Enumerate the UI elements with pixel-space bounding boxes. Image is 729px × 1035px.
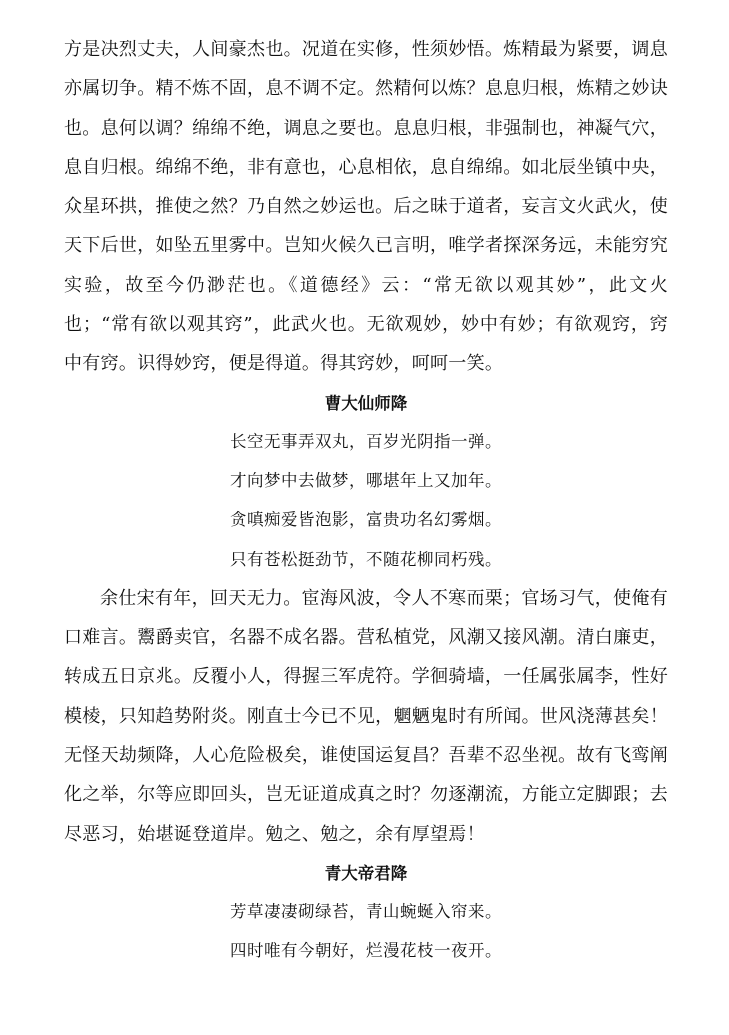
section-title-qing-dadijun: 青大帝君降 xyxy=(324,863,408,883)
paragraph-officialdom: 余仕宋有年，回天无力。宦海风波，令人不寒而栗；官场习气，使俺有口难言。鬻爵卖官，名器不成名器。营私植党，风潮又接风潮。清白廉吏，转成五日京兆。反覆小人，得握三军虎符。学徊骑墙，一任属张属李，性好模棱，只知趋势附炎。刚直士今已不见，魍魉鬼时有所闻。世风浇薄甚矣！无怪天劫频降，人心危险极矣，谁使国运复昌？吾辈不忍坐视。故有飞鸾阐化之举，尔等应即回头，岂无证道成真之时？勿逐潮流，方能立定脚跟；去尽恶习，始堪诞登道岸。勉之、勉之，余有厚望焉！ xyxy=(64,587,668,845)
section-title-cao-daxianshi: 曹大仙师降 xyxy=(324,393,408,413)
poem-line: 四时唯有今朝好，烂漫花枝一夜开。 xyxy=(230,941,502,961)
poem-line: 只有苍松挺劲节，不随花柳同朽残。 xyxy=(230,549,502,569)
poem-line: 才向梦中去做梦，哪堪年上又加年。 xyxy=(230,470,502,490)
poem-line: 长空无事弄双丸，百岁光阴指一弹。 xyxy=(230,431,502,451)
poem-line: 芳草凄凄砌绿苔，青山蜿蜒入帘来。 xyxy=(230,901,502,921)
poem-cao-daxianshi xyxy=(64,422,668,579)
paragraph-dao-practice: 方是决烈丈夫，人间豪杰也。况道在实修，性须妙悟。炼精最为紧要，调息亦属切争。精不炼不固，息不调不定。然精何以炼？息息归根，炼精之妙诀也。息何以调？绵绵不绝，调息之要也。息息归根，非强制也，神凝气穴，息自归根。绵绵不绝，非有意也，心息相依，息自绵绵。如北辰坐镇中央，众星环拱，推使之然？乃自然之妙运也。后之昧于道者，妄言文火武火，使天下后世，如坠五里雾中。岂知火候久已言明，唯学者探深务远，未能穷究实验，故至今仍渺茫也。《道德经》云：“常无欲以观其妙”，此文火也；“常有欲以观其窍”，此武火也。无欲观妙，妙中有妙；有欲观窍，窍中有窍。识得妙窍，便是得道。得其窍妙，呵呵一笑。 xyxy=(64,39,668,375)
poem-line: 贪嗔痴爱皆泡影，富贵功名幻雾烟。 xyxy=(230,510,502,530)
poem-qing-dadijun xyxy=(64,892,668,971)
